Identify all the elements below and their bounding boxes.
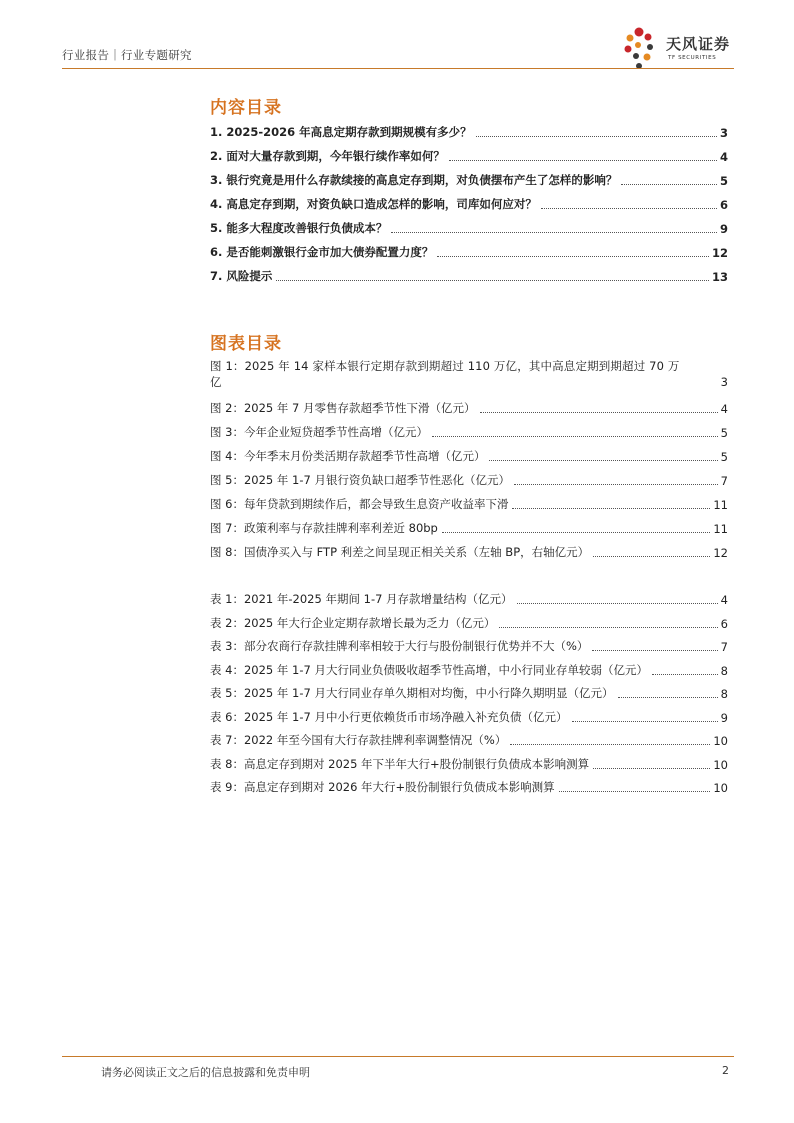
- table-entry-leader: [592, 650, 717, 651]
- table-entry-label: 表 9：高息定存到期对 2026 年大行+股份制银行负债成本影响测算: [210, 780, 555, 794]
- table-entry-leader: [510, 744, 710, 745]
- header-divider: [62, 68, 734, 69]
- table-entry-label: 表 2：2025 年大行企业定期存款增长最为乏力（亿元）: [210, 615, 496, 630]
- figure-entry-1[interactable]: [210, 358, 728, 390]
- table-entry-leader: [593, 768, 710, 769]
- contents-entry[interactable]: [210, 196, 728, 212]
- table-entry-leader: [652, 674, 718, 675]
- table-entry-label: 表 1：2021 年-2025 年期间 1-7 月存款增量结构（亿元）: [210, 592, 513, 606]
- table-entry[interactable]: [210, 638, 728, 654]
- figure-entry-1-line2: 亿: [210, 375, 222, 389]
- table-entry-page: 6: [720, 616, 728, 631]
- contents-entry-leader: [391, 232, 717, 233]
- contents-entry[interactable]: [210, 148, 728, 164]
- table-entry-leader: [618, 697, 718, 698]
- figure-entry-leader: [514, 484, 718, 485]
- report-category: 行业报告｜行业专题研究: [62, 48, 192, 62]
- table-entry-page: 8: [720, 663, 728, 678]
- figure-entry-page: 12: [713, 546, 728, 560]
- table-entry[interactable]: [210, 685, 728, 701]
- table-entry[interactable]: [210, 756, 728, 772]
- table-entry-leader: [517, 603, 718, 604]
- figure-entry-page: 11: [713, 498, 728, 512]
- figure-entry[interactable]: [210, 520, 728, 536]
- figure-entry-leader: [480, 412, 718, 413]
- contents-entry-leader: [541, 208, 717, 209]
- table-entry[interactable]: [210, 662, 728, 678]
- figure-entry[interactable]: [210, 448, 728, 464]
- table-entry-label: 表 6：2025 年 1-7 月中小行更依赖货币市场净融入补充负债（亿元）: [210, 709, 568, 724]
- contents-entry-label: 3. 银行究竟是用什么存款续接的高息定存到期，对负债摆布产生了怎样的影响？: [210, 173, 618, 187]
- footer-disclaimer: 请务必阅读正文之后的信息披露和免责申明: [101, 1066, 310, 1079]
- contents-entry-label: 1. 2025-2026 年高息定期存款到期规模有多少？: [210, 125, 472, 139]
- table-entry-label: 表 3：部分农商行存款挂牌利率相较于大行与股份制银行优势并不大（%）: [210, 639, 589, 653]
- contents-entry-leader: [437, 256, 709, 257]
- table-entry-label: 表 4：2025 年 1-7 月大行同业负债吸收超季节性高增，中小行同业存单较弱（亿元）: [210, 662, 648, 677]
- figure-entry-leader: [489, 460, 717, 461]
- contents-entry-page: 9: [719, 222, 728, 236]
- contents-entry-label: 2. 面对大量存款到期，今年银行续作率如何？: [210, 149, 445, 163]
- contents-entry-label: 6. 是否能刺激银行金市加大债券配置力度？: [210, 245, 434, 259]
- figure-entry-page: 11: [713, 522, 728, 536]
- contents-entry-page: 3: [719, 126, 728, 140]
- table-entry-page: 9: [720, 710, 728, 725]
- contents-entry-label: 5. 能多大程度改善银行负债成本？: [210, 221, 388, 235]
- logo-flower-icon: [622, 25, 666, 71]
- table-entry-label: 表 8：高息定存到期对 2025 年下半年大行+股份制银行负债成本影响测算: [210, 756, 590, 771]
- page-number: 2: [722, 1064, 729, 1077]
- table-entry[interactable]: [210, 709, 728, 725]
- company-logo: [622, 25, 734, 71]
- contents-entry-page: 13: [711, 270, 728, 284]
- contents-entry[interactable]: [210, 172, 728, 188]
- figure-entry-label: 图 8：国债净买入与 FTP 利差之间呈现正相关关系（左轴 BP，右轴亿元）: [210, 545, 590, 559]
- figures-title: 图表目录: [210, 334, 282, 354]
- table-entry[interactable]: [210, 732, 728, 748]
- table-entry-label: 表 7：2022 年至今国有大行存款挂牌利率调整情况（%）: [210, 733, 507, 747]
- contents-entry[interactable]: [210, 244, 728, 260]
- figure-entry[interactable]: [210, 544, 728, 560]
- table-entry-page: 8: [720, 687, 728, 701]
- figure-entry-label: 图 6：每年贷款到期续作后，都会导致生息资产收益率下滑: [210, 497, 509, 511]
- table-entry-page: 4: [720, 593, 728, 607]
- figure-entry-leader: [512, 508, 710, 509]
- contents-entry[interactable]: [210, 268, 728, 284]
- figure-entry-page: 7: [720, 474, 728, 488]
- contents-entry-leader: [449, 160, 717, 161]
- figure-entry-label: 图 3：今年企业短贷超季节性高增（亿元）: [210, 425, 428, 439]
- table-entry-leader: [572, 721, 718, 722]
- figure-entry-label: 图 4：今年季末月份类活期存款超季节性高增（亿元）: [210, 449, 486, 463]
- contents-entry-label: 4. 高息定存到期，对资负缺口造成怎样的影响，司库如何应对？: [210, 197, 537, 211]
- table-entry-label: 表 5：2025 年 1-7 月大行同业存单久期相对均衡，中小行降久期明显（亿元）: [210, 686, 614, 700]
- contents-title: 内容目录: [210, 98, 282, 118]
- table-entry-leader: [559, 791, 711, 792]
- figure-entry-label: 图 2：2025 年 7 月零售存款超季节性下滑（亿元）: [210, 401, 476, 415]
- figure-entry-1-page: 3: [720, 375, 728, 389]
- figure-entry-page: 5: [720, 450, 728, 464]
- figure-entry-1-line1: 图 1：2025 年 14 家样本银行定期存款到期超过 110 万亿，其中高息定期到期超过 70 万: [210, 359, 680, 373]
- figure-entry-page: 4: [720, 402, 728, 416]
- logo-name-en: TF SECURITIES: [668, 55, 717, 61]
- contents-entry-leader: [476, 136, 717, 137]
- contents-entry[interactable]: [210, 220, 728, 236]
- footer-divider: [62, 1056, 734, 1057]
- table-entry-page: 7: [720, 640, 728, 654]
- figure-entry-leader: [593, 556, 710, 557]
- contents-entry-label: 7. 风险提示: [210, 269, 273, 283]
- contents-entry-page: 5: [719, 174, 728, 188]
- table-entry[interactable]: [210, 591, 728, 607]
- contents-entry-page: 6: [719, 198, 728, 212]
- figure-entry[interactable]: [210, 472, 728, 488]
- table-entry-leader: [499, 627, 717, 628]
- contents-entry[interactable]: [210, 124, 728, 140]
- figure-entry-page: 5: [720, 426, 728, 440]
- table-entry[interactable]: [210, 615, 728, 631]
- logo-name-cn: 天风证券: [666, 35, 731, 53]
- figure-entry[interactable]: [210, 496, 728, 512]
- figure-entry[interactable]: [210, 400, 728, 416]
- contents-entry-leader: [276, 280, 709, 281]
- table-entry-page: 10: [713, 781, 728, 795]
- figure-entry-leader: [442, 532, 711, 533]
- table-entry[interactable]: [210, 779, 728, 795]
- contents-entry-page: 12: [711, 246, 728, 260]
- table-entry-page: 10: [713, 757, 728, 772]
- contents-entry-leader: [621, 184, 717, 185]
- figure-entry-leader: [432, 436, 718, 437]
- figure-entry-label: 图 7：政策利率与存款挂牌利率利差近 80bp: [210, 521, 438, 535]
- table-entry-page: 10: [713, 734, 728, 748]
- contents-entry-page: 4: [719, 150, 728, 164]
- figure-entry-label: 图 5：2025 年 1-7 月银行资负缺口超季节性恶化（亿元）: [210, 473, 510, 487]
- figure-entry[interactable]: [210, 424, 728, 440]
